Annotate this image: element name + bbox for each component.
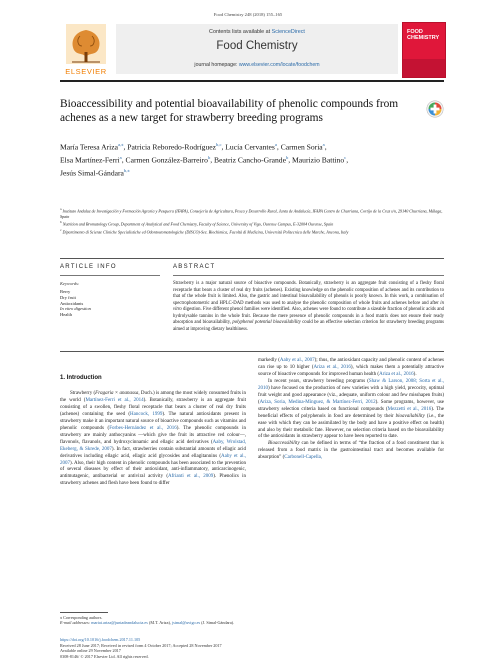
abstract-italic: polyphenol potential bioavailability	[232, 320, 301, 326]
author-name: , Carmen González-Barreiro	[121, 155, 208, 165]
author-affiliation-mark[interactable]: b,c	[216, 142, 222, 147]
corresponding-note: ⁎ Corresponding authors.	[60, 615, 103, 620]
cover-title	[407, 29, 441, 41]
email-owner: (M.T. Ariza),	[147, 620, 172, 626]
footnote-rule	[60, 612, 108, 613]
author-name: , Patricia Reboredo-Rodríguez	[123, 142, 217, 152]
copyright: 0308-8146/ © 2017 Elsevier Ltd. All rights reserved.	[60, 653, 149, 659]
sciencedirect-link[interactable]: ScienceDirect	[271, 29, 305, 35]
affiliation-list	[60, 207, 444, 235]
crossmark-icon[interactable]	[426, 100, 444, 118]
journal-cover-thumbnail	[402, 22, 446, 78]
keyword: Antioxidants	[60, 300, 84, 306]
affiliation	[60, 220, 444, 227]
keywords-list	[60, 289, 140, 318]
text-run: ).	[413, 371, 417, 377]
author-affiliation-mark[interactable]: b,⁎	[123, 168, 130, 174]
keyword: In vitro digestion	[60, 306, 91, 312]
author-name: , Carmen Soria	[276, 142, 323, 152]
history-dates: Received 28 June 2017; Received in revised form 4 October 2017; Accepted 28 November 2017	[60, 642, 222, 648]
article-info-heading: ARTICLE INFO	[60, 264, 117, 270]
author-separator: ,	[324, 142, 327, 152]
citation-link[interactable]: Ariza et al., 2016	[313, 364, 351, 370]
affiliation-mark: c	[60, 227, 62, 232]
author-name: , Lucía Cervantes	[221, 142, 275, 152]
body-column-left	[60, 391, 246, 488]
text-run: ). The phenolic compounds in strawberry are mainly anthocyanins —which give the fruit its attractive red colour—, flavonols, flavanols, and hydroxycinnamic and ellagic acid derivatives (	[60, 425, 246, 445]
body-column-right	[258, 358, 444, 462]
author-name: Jesús Simal-Gándara	[60, 168, 124, 178]
keywords-label: Keywords:	[60, 281, 80, 286]
author-separator: ,	[346, 155, 349, 165]
text-run: ). Botanically, strawberry is an aggregate fruit consisting of a swollen, fleshy floral receptacle that bears a cluster of real dry fruits (achenes) containing the seed (	[60, 397, 246, 417]
text-run: ). Phenolics in strawberry achenes and flesh have been found to differ	[60, 474, 247, 487]
abstract-rule	[173, 275, 444, 276]
affiliation-mark: a	[60, 207, 62, 211]
keyword: Berry	[60, 289, 71, 294]
citation-link[interactable]: Aaby et al., 2007	[60, 453, 247, 466]
citation-link[interactable]: Ariza, Soria, Medina-Mínguez, & Martínez-Ferri, 2012	[259, 399, 376, 405]
paragraph	[258, 441, 444, 462]
author-affiliation-mark[interactable]: b	[285, 155, 289, 161]
text-run: ). The beneficial effects of polyphenols in food are determined by their	[258, 406, 444, 419]
author-affiliation-mark[interactable]: a	[119, 155, 122, 161]
author-name: María Teresa Ariza	[60, 142, 118, 152]
email-label: E-mail addresses:	[60, 620, 92, 626]
text-run: can be defined in terms of “the fraction of a food constituent that is released from a food matrix in the gastrointestinal tract and becomes available for absorption” (	[258, 441, 444, 461]
keyword: Dry fruit	[60, 294, 76, 300]
email-link[interactable]: jsimal@uvigo.es	[172, 620, 201, 626]
online-date: Available online 29 November 2017	[60, 648, 121, 654]
text-run: ). Some programs, however, use strawberry selection criteria based on functional compounds (	[258, 399, 444, 412]
footnotes	[60, 615, 444, 626]
text-run: ) have focused on the production of new varieties with a high yield, precocity, optimal fruit weight and good appearance (viz., adequate, uniform colour and few misshapen fruits) (	[258, 385, 444, 405]
citation-link[interactable]: Carbonell-Capella,	[284, 455, 323, 461]
author-list	[60, 140, 444, 179]
cover-image-band	[403, 59, 445, 77]
masthead-rule	[60, 80, 444, 82]
cover-title-line2: CHEMISTRY	[407, 35, 440, 41]
citation-link[interactable]: Afrianti et al., 2009	[167, 474, 214, 480]
abstract-segment: Strawberry is a major natural source of bioactive compounds. Botanically, strawberry is an aggregate fruit consisting of a fleshy floral receptacle that bears a cluster of real dry fruits (achenes). Existing knowledge on the phenolic composition of achenes and its contribution to that of the whole fruit is limited. Also, the gastric and intestinal bioavailability of phenols is poorly known. In this work, a combination of spectrophotometric and HPLC-DAD methods was used to analyse the phenolic composition of whole fruits and achenes before and after	[173, 281, 444, 306]
citation-link[interactable]: Ariza et al., 2016	[379, 371, 414, 377]
text-run: Strawberry (	[70, 391, 96, 396]
text-run: ). The natural antioxidants present in strawberry make it an important natural source of bioactive compounds such as vitamins and phenolic compounds (	[60, 411, 247, 431]
contents-prefix: Contents lists available at	[209, 29, 272, 35]
article-title: Bioaccessibility and potential bioavailability of phenolic compounds from achenes as a new target for strawberry breeding programs	[60, 98, 399, 124]
masthead-center	[116, 24, 398, 74]
affiliation-text: Dipartimento di Scienze Cliniche Specialistiche ed Odontostomatologiche (DISCO)-Sez. Biochimica, Facoltà di Medicina, Università Politecnica delle Marche, Ancona, Italy	[61, 228, 349, 234]
article-info-rule	[60, 275, 160, 276]
paragraph	[258, 379, 444, 442]
email-link[interactable]: mariat.ariza@juntadeandalucia.es	[91, 620, 148, 626]
author-name: , Maurizio Battino	[288, 155, 345, 165]
citation-link[interactable]: Aaby et al., 2007	[279, 358, 315, 363]
journal-reference: Food Chemistry 248 (2018) 155–165	[213, 12, 283, 17]
text-run: ). Also, their high content in phenolic compounds has been associated to the prevention of several diseases by effect of their antioxidant, anti-inflammatory, anticarcinogenic, antimutagenic, antibacterial or antiviral activity (	[60, 460, 246, 480]
section-divider	[60, 258, 444, 259]
cover-title-line1: FOOD	[407, 29, 423, 35]
affiliation-text: Instituto Andaluz de Investigación y Formación Agraria y Pesquera (IFAPA), Consejería de Agricultura, Pesca y Desarrollo Rural, Junta de Andalucía, IFAPA Centro de Churriana, Cortijo de la Cruz s/n, 29140 Churriana, Málaga, Spain	[60, 208, 443, 219]
text-run: (i.e., the ease with which they can be assimilated by the body and have a positive effect on health) and also by their metabolic fate. However, no selection criteria based on the bioavailability of the antioxidants in strawberry appear to have been reported to date.	[258, 413, 444, 440]
homepage-prefix: journal homepage:	[194, 62, 239, 68]
author-affiliation-mark[interactable]: a,⁎	[117, 142, 124, 147]
species-name: Fragaria × ananassa	[95, 391, 139, 396]
author-affiliation-mark[interactable]: b	[207, 155, 211, 161]
author-affiliation-mark[interactable]: c	[344, 155, 347, 161]
citation-link[interactable]: Aaby, Wrolstad, Ekeberg, & Skrede, 2007	[60, 439, 246, 452]
emphasis: Bioaccessibility	[268, 441, 300, 447]
abstract-segment: digestion. Five different phenol families were identified. Also, achenes were found to contribute a sizeable fraction of phenolic acids and hydrolysable tannins in the whole fruit. Because the mere presence of phenolic compounds in a food matrix does not ensure their ready absorption and bioavailability,	[173, 307, 444, 326]
text-run: ), which makes them a potentially attractive source of bioactive compounds for improved human health (	[258, 364, 444, 377]
doi-link[interactable]: https://doi.org/10.1016/j.foodchem.2017.11.105	[60, 637, 141, 642]
email-owner: (J. Simal-Gándara).	[200, 620, 235, 626]
abstract-segment: could be an effective selection criterion for strawberry breeding programs aimed at improving dietary healthiness.	[173, 320, 444, 332]
text-run: ); thus, the antioxidant capacity and phenolic content of achenes can rise up to 10 higher (	[258, 358, 444, 370]
citation-link[interactable]: Forbes-Hernández et al., 2016	[109, 425, 177, 431]
affiliation	[60, 207, 444, 219]
author-affiliation-mark[interactable]: a	[274, 142, 277, 147]
author-name: Elsa Martínez-Ferri	[60, 155, 120, 165]
affiliation	[60, 228, 444, 235]
affiliation-mark: b	[60, 219, 62, 224]
citation-link[interactable]: Shaw & Larson, 2008; Sorta et al., 2010	[258, 378, 444, 391]
email-note	[60, 620, 444, 625]
abstract-heading: ABSTRACT	[173, 264, 216, 270]
introduction-heading: 1. Introduction	[60, 375, 102, 381]
paragraph	[60, 391, 246, 488]
citation-link[interactable]: Mezzetti et al., 2016	[387, 406, 432, 412]
abstract-bottom-rule	[60, 351, 444, 352]
contents-line	[116, 29, 398, 35]
journal-masthead	[60, 22, 444, 78]
journal-homepage	[116, 62, 398, 68]
author-affiliation-mark[interactable]: a	[322, 142, 325, 147]
text-run: markedly (	[258, 358, 280, 363]
citation-link[interactable]: Martínez-Ferri et al., 2014	[85, 397, 144, 403]
abstract-italic: in vitro	[173, 300, 444, 313]
text-run: , Duch.) is among the most widely consumed fruits in the world (	[60, 391, 246, 403]
text-run: In recent years, strawberry breeding programs (	[268, 378, 369, 384]
emphasis: bioavailability	[395, 413, 425, 419]
author-name: , Beatriz Cancho-Grande	[210, 155, 286, 165]
affiliation-text: Nutrition and Bromatology Group, Department of Analytical and Food Chemistry, Faculty of Science, University of Vigo, Ourense Campus, E-32004 Ourense, Spain	[61, 221, 334, 227]
publication-info	[60, 637, 444, 659]
citation-link[interactable]: Hancock, 1999	[130, 411, 163, 417]
publisher-name: ELSEVIER	[65, 67, 107, 76]
journal-title: Food Chemistry	[216, 40, 298, 52]
text-run: ). In fact, strawberries contain substantial amounts of ellagic acid derivatives including ellagic acid, ellagic acid glycosides and ellagitannins (	[60, 446, 247, 459]
homepage-link[interactable]: www.elsevier.com/locate/foodchem	[238, 62, 320, 68]
abstract-text	[173, 281, 444, 333]
keyword: Health	[60, 312, 72, 318]
paragraph	[258, 358, 444, 379]
